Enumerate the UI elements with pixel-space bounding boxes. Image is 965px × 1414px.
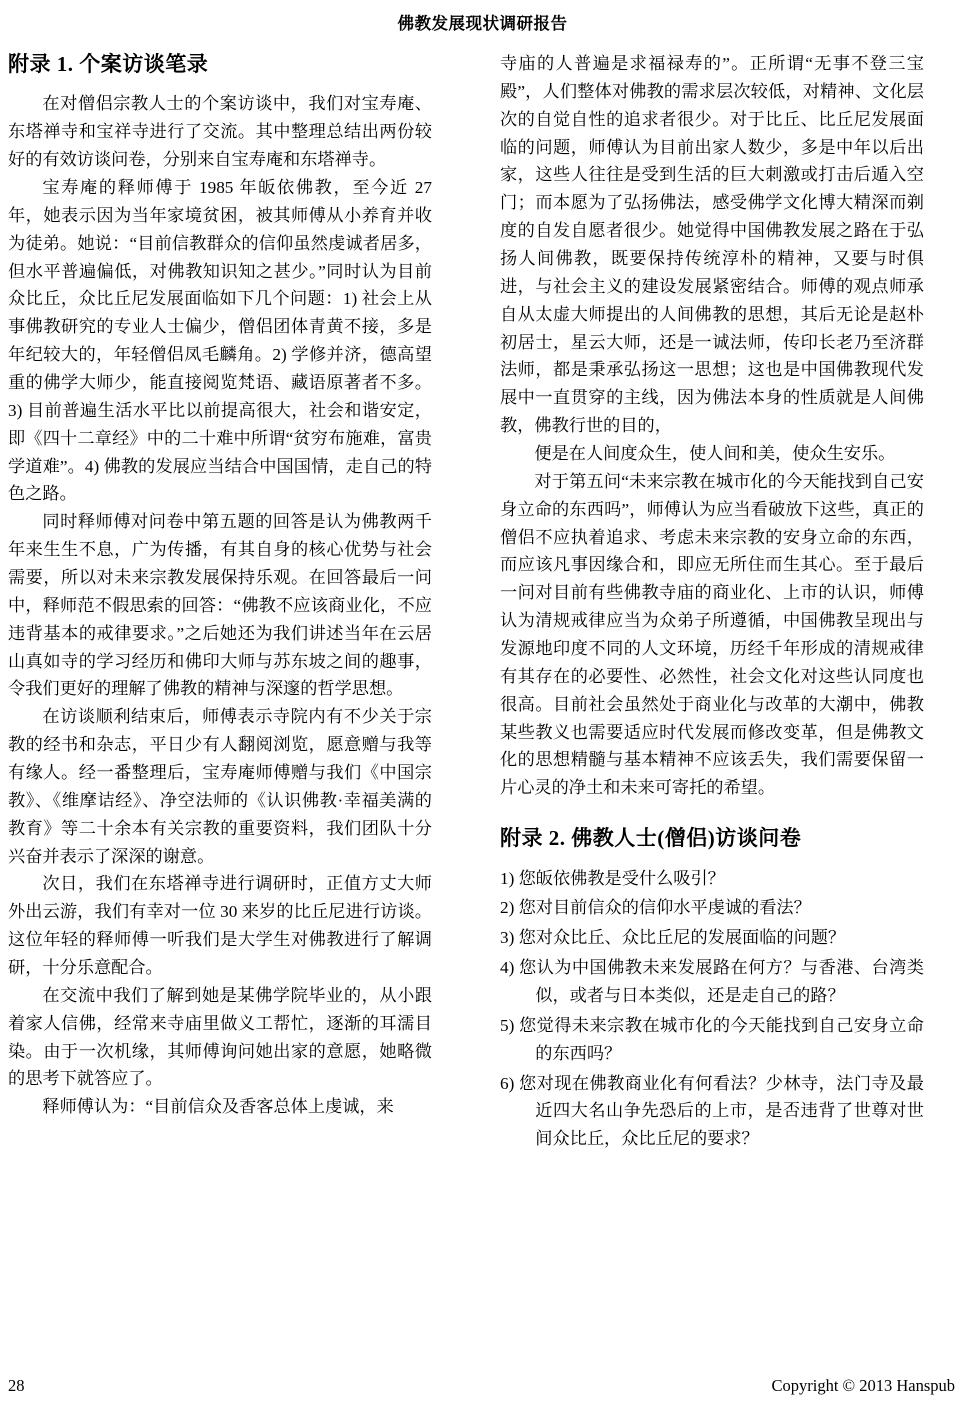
paragraph: 次日，我们在东塔禅寺进行调研时，正值方丈大师外出云游，我们有幸对一位 30 来岁的比丘尼进行访谈。这位年轻的释师傅一听我们是大学生对佛教进行了解调研，十分乐意配合。 xyxy=(8,874,432,977)
list-item: 2) 您对目前信众的信仰水平虔诚的看法？ xyxy=(500,898,811,918)
paragraph: 寺庙的人普遍是求福禄寿的”。正所谓“无事不登三宝殿”，人们整体对佛教的需求层次较低，对精神、文化层次的自觉自性的追求者很少。对于比丘、比丘尼发展面临的问题，师傅认为目前出家人数少，多是中年以后出家，这些人往往是受到生活的巨大刺激或打击后遁入空门；而本愿为了弘扬佛法，感受佛学文化博大精深而剃度的自发自愿者很少。她觉得中国佛教发展之路在于弘扬人间佛教，既要保持传统淳朴的精神，又要与时俱进，与社会主义的建设发展紧密结合。师傅的观点师承自从太虚大师提出的人间佛教的思想，其后无论是赵朴初居士，星云大师，还是一诚法师，传印长老乃至济群法师，都是秉承弘扬这一思想；这也是中国佛教现代发展中一直贯穿的主线，因为佛法本身的性质就是人间佛教，佛教行世的目的， xyxy=(500,54,924,436)
paragraph: 便是在人间度众生，使人间和美，使众生安乐。 xyxy=(534,444,896,464)
page-number: 28 xyxy=(8,1376,25,1395)
paragraph: 宝寿庵的释师傅于 1985 年皈依佛教，至今近 27 年，她表示因为当年家境贫困，被其师傅从小养育并收为徒弟。她说：“目前信教群众的信仰虽然虔诚者居多，但水平普遍偏低，对佛教知识知之甚少。”同时认为目前众比丘，众比丘尼发展面临如下几个问题：1) 社会上从事佛教研究的专业人士偏少，僧侣团体青黄不接，多是年纪较大的，年轻僧侣凤毛麟角。2) 学修并济，德高望重的佛学大师少，能直接阅览梵语、藏语原著者不多。3) 目前普遍生活水平比以前提高很大，社会和谐安定，即《四十二章经》中的二十难中所谓“贫穷布施难，富贵学道难”。4) 佛教的发展应当结合中国国情，走自己的特色之路。 xyxy=(8,177,432,504)
paragraph: 同时释师傅对问卷中第五题的回答是认为佛教两千年来生生不息，广为传播，有其自身的核心优势与社会需要，所以对未来宗教发展保持乐观。在回答最后一问中，释师范不假思索的回答：“佛教不应该商业化，不应违背基本的戒律要求。”之后她还为我们讲述当年在云居山真如寺的学习经历和佛印大师与苏东坡之间的趣事，令我们更好的理解了佛教的精神与深邃的哲学思想。 xyxy=(8,512,432,699)
columns-container xyxy=(0,50,965,1350)
list-item: 5) 您觉得未来宗教在城市化的今天能找到自己安身立命的东西吗？ xyxy=(500,1015,924,1063)
copyright-notice: Copyright © 2013 Hanspub xyxy=(771,1376,955,1395)
right-column xyxy=(500,50,924,1155)
paragraph: 在访谈顺利结束后，师傅表示寺院内有不少关于宗教的经书和杂志，平日少有人翻阅浏览，愿意赠与我等有缘人。经一番整理后，宝寿庵师傅赠与我们《中国宗教》、《维摩诘经》、净空法师的《认识佛教·幸福美满的教育》等二十余本有关宗教的重要资料，我们团队十分兴奋并表示了深深的谢意。 xyxy=(8,707,432,866)
paragraph: 在对僧侣宗教人士的个案访谈中，我们对宝寿庵、东塔禅寺和宝祥寺进行了交流。其中整理总结出两份较好的有效访谈问卷，分别来自宝寿庵和东塔禅寺。 xyxy=(8,94,432,170)
running-head: 佛教发展现状调研报告 xyxy=(397,14,568,33)
paragraph: 在交流中我们了解到她是某佛学院毕业的，从小跟着家人信佛，经常来寺庙里做义工帮忙，逐渐的耳濡目染。由于一次机缘，其师傅询问她出家的意愿，她略微的思考下就答应了。 xyxy=(8,985,432,1089)
appendix-1-heading: 附录 1. 个案访谈笔录 xyxy=(8,52,209,76)
paragraph: 对于第五问“未来宗教在城市化的今天能找到自己安身立命的东西吗”，师傅认为应当看破放下这些，真正的僧侣不应执着追求、考虑未来宗教的安身立命的东西，而应该凡事因缘合和，即应无所住而生其心。至于最后一问对目前有些佛教寺庙的商业化、上市的认识，师傅认为清规戒律应当为众弟子所遵循，中国佛教呈现出与发源地印度不同的人文环境，历经千年形成的清规戒律有其存在的必要性、必然性，社会文化对这些认同度也很高。目前社会虽然处于商业化与改革的大潮中，佛教某些教义也需要适应时代发展而修改变革，但是佛教文化的思想精髓与基本精神不应该丢失，我们需要保留一片心灵的净土和未来可寄托的希望。 xyxy=(500,471,924,798)
interview-question-list xyxy=(500,865,924,1154)
list-item: 6) 您对现在佛教商业化有何看法？少林寺，法门寺及最近四大名山争先恐后的上市，是否违背了世尊对世间众比丘，众比丘尼的要求？ xyxy=(500,1073,924,1149)
paragraph: 释师傅认为：“目前信众及香客总体上虔诚，来 xyxy=(42,1097,394,1117)
list-item: 4) 您认为中国佛教未来发展路在何方？与香港、台湾类似，或者与日本类似，还是走自己的路？ xyxy=(500,958,924,1005)
list-item: 3) 您对众比丘、众比丘尼的发展面临的问题？ xyxy=(500,928,846,948)
appendix-2-heading: 附录 2. 佛教人士(僧侣)访谈问卷 xyxy=(500,826,802,851)
list-item: 1) 您皈依佛教是受什么吸引？ xyxy=(500,868,725,888)
left-column xyxy=(8,50,432,1121)
